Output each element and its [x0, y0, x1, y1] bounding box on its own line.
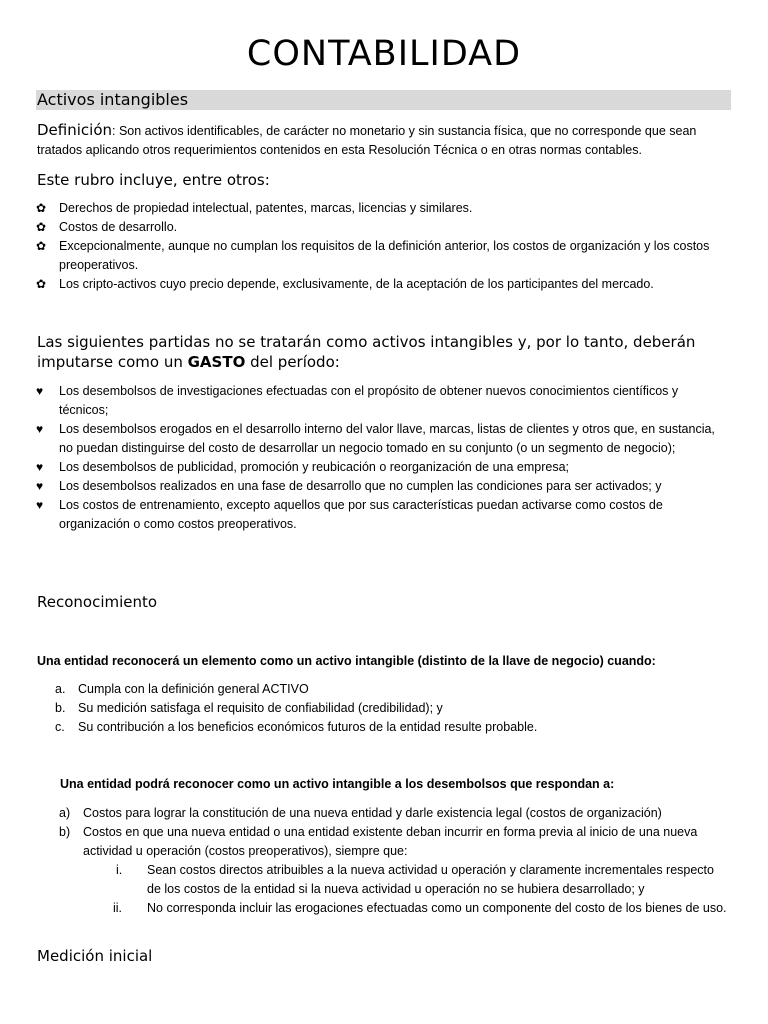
list-marker: a. — [55, 682, 66, 696]
heart-bullet-icon: ♥ — [36, 498, 44, 512]
flower-bullet-icon: ✿ — [36, 201, 47, 215]
list-item: ♥ Los desembolsos erogados en el desarrollo interno del valor llave, marcas, listas de clientes y otros que, en sustancia, no puedan distinguirse del costo de desarrollar un negocio tomado en su conjunto (o un segmento de negocio); — [36, 422, 715, 455]
list-item: ✿ Excepcionalmente, aunque no cumplan los requisitos de la definición anterior, los costos de organización y los costos preoperativos. — [36, 239, 710, 272]
page-title: CONTABILIDAD — [246, 34, 522, 74]
heart-bullet-icon: ♥ — [36, 479, 44, 493]
recognition-heading: Reconocimiento — [37, 593, 158, 611]
list-item: a. Cumpla con la definición general ACTIVO — [78, 680, 728, 699]
gasto-emphasis: GASTO — [187, 353, 246, 371]
disbursements-list — [59, 804, 728, 861]
disbursements-sublist — [113, 861, 727, 918]
list-item: ii. No corresponda incluir las erogaciones efectuadas como un componente del costo de los bienes de uso. — [147, 899, 727, 918]
initial-measurement-heading: Medición inicial — [37, 947, 153, 965]
list-item: ♥ Los desembolsos de publicidad, promoción y reubicación o reorganización de una empresa; — [59, 458, 729, 477]
list-item: ✿ Derechos de propiedad intelectual, patentes, marcas, licencias y similares. — [59, 199, 729, 218]
list-item: ♥ Los costos de entrenamiento, excepto aquellos que por sus características puedan activarse como costos de organización o como costos preoperativos. — [36, 498, 663, 531]
recognition-condition-intro: Una entidad reconocerá un elemento como un activo intangible (distinto de la llave de negocio) cuando: — [37, 654, 656, 668]
includes-list — [36, 199, 729, 294]
list-item: c. Su contribución a los beneficios económicos futuros de la entidad resulte probable. — [78, 718, 728, 737]
list-item: ✿ Los cripto-activos cuyo precio depende, exclusivamente, de la aceptación de los participantes del mercado. — [59, 275, 729, 294]
exclusions-list — [36, 382, 729, 534]
flower-bullet-icon: ✿ — [36, 277, 47, 291]
list-item: i. Sean costos directos atribuibles a la nueva actividad u operación y claramente incrementales respecto de los costos de la entidad si la nueva actividad u operación no se hubiera desarrollado; y — [116, 863, 714, 896]
list-item: ♥ Los desembolsos de investigaciones efectuadas con el propósito de obtener nuevos conocimientos científicos y técnicos; — [36, 384, 679, 417]
heart-bullet-icon: ♥ — [36, 422, 44, 436]
list-marker: b) — [59, 825, 71, 839]
heart-bullet-icon: ♥ — [36, 460, 44, 474]
flower-bullet-icon: ✿ — [36, 239, 47, 253]
list-marker: ii. — [113, 901, 123, 915]
includes-heading: Este rubro incluye, entre otros: — [37, 171, 270, 189]
exclusions-intro: Las siguientes partidas no se tratarán como activos intangibles y, por lo tanto, deberán imputarse como un GASTO del período: — [37, 333, 696, 371]
list-item: ♥ Los desembolsos realizados en una fase de desarrollo que no cumplen las condiciones para ser activados; y — [59, 477, 729, 496]
section-heading: Activos intangibles — [37, 90, 189, 109]
recognition-conditions-list — [55, 680, 728, 737]
heart-bullet-icon: ♥ — [36, 384, 44, 398]
definition-paragraph — [37, 121, 727, 160]
list-item: b) Costos en que una nueva entidad o una entidad existente deban incurrir en forma previa al inicio de una nueva actividad u operación (costos preoperativos), siempre que: — [59, 825, 698, 858]
list-marker: a) — [59, 806, 71, 820]
list-marker: b. — [55, 701, 66, 715]
list-marker: c. — [55, 720, 65, 734]
definition-label: Definición — [37, 121, 112, 139]
flower-bullet-icon: ✿ — [36, 220, 47, 234]
list-item: a) Costos para lograr la constitución de una nueva entidad y darle existencia legal (costos de organización) — [83, 804, 728, 823]
definition-text: : Son activos identificables, de carácter no monetario y sin sustancia física, que no corresponde que sean tratados aplicando otros requerimientos contenidos en esta Resolución Técnica o en otras normas contables. — [37, 124, 697, 157]
list-item: b. Su medición satisfaga el requisito de confiabilidad (credibilidad); y — [78, 699, 728, 718]
list-marker: i. — [116, 863, 123, 877]
disbursements-intro: Una entidad podrá reconocer como un activo intangible a los desembolsos que respondan a: — [60, 777, 615, 791]
list-item: ✿ Costos de desarrollo. — [59, 218, 729, 237]
section-heading-bar — [36, 90, 731, 110]
